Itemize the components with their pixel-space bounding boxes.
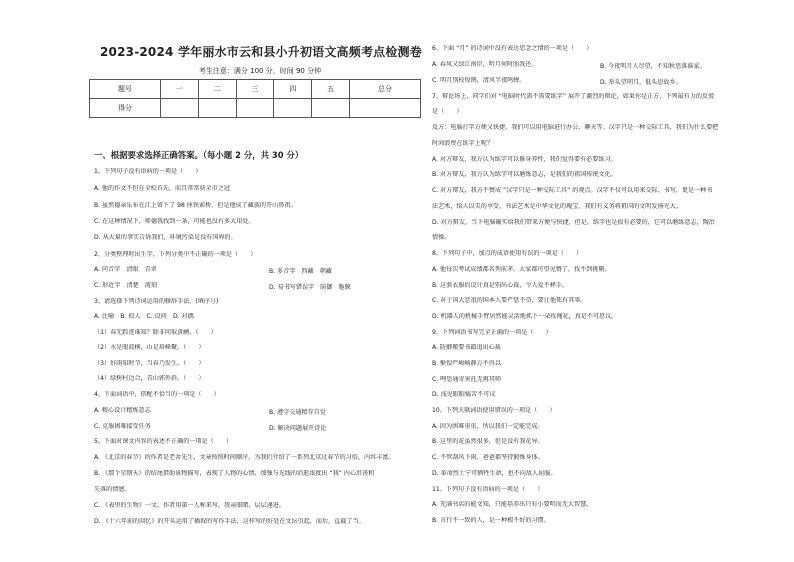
question-line: D. 浅见眼眼孀苦不可议 <box>432 391 496 398</box>
question-line: （3）好雨知时节，当春乃发生。（ ） <box>94 360 205 367</box>
question-line: A. 防御搬要书籍追出心裁 <box>432 344 501 351</box>
question-line: C. 对方辩友，我方不赞成 “汉字只是一种交际工具” 的观点。汉字不仅可以用来交际、书写，更是一种书 <box>432 187 713 194</box>
question-line: B. 言行不一致的人，是一种根不好的习惯。 <box>432 517 550 524</box>
question-line: B. 这套衣服的设计真是别出心裁，令人爱不释手。 <box>432 282 569 289</box>
question-line: D. 从大量的事实告诉我们，环境污染是没有国界的。 <box>94 234 237 241</box>
question-line: D. 对方辩友，当下电脑确实给我们带来方便与快捷，但是，练字也是很有必要的，它可以磨练意志，陶冶 <box>432 219 715 226</box>
question-line: A. 同音字 清眼 青翠 <box>94 266 157 273</box>
question-line: 是（ ） <box>432 108 463 115</box>
question-line: A. 对方辩友，我方认为练字可以修身养性，我们觉得要有必要练习。 <box>432 156 617 163</box>
score-header-cell: 四 <box>274 80 312 99</box>
score-header-cell: 一 <box>160 80 198 99</box>
score-header-cell: 题号 <box>90 80 161 99</box>
answer-option: B. 多音字 西藏 朝藏 <box>269 268 332 275</box>
question-line: A. 因为困难重重，所以我们一定能完成。 <box>432 423 544 430</box>
exam-notice: 考生注意：满分 100 分，时间 90 分钟 <box>198 67 322 75</box>
score-header-cell: 总分 <box>350 80 421 99</box>
question-line: 法艺术，给人以美的享受。书法艺术是中华文化的瑰宝，我们有义务将祖国的文明发扬光大。 <box>432 203 682 210</box>
question-line: A. 精心设计精炼意志 <box>94 407 151 414</box>
page-title: 2023-2024 学年丽水市云和县小升初语文高频考点检测卷 <box>100 45 422 59</box>
question-line: 反方：电脑打字方便又快捷。我们可以用电脑进行办公、聊天等。汉字只是一种交际工具，我们为什么要把 <box>432 124 719 131</box>
right-column-questions <box>432 0 772 562</box>
answer-option: B. 遵守交通精存自觉 <box>269 409 326 416</box>
question-line: 11、下列句子没有语病的一项是（ ） <box>432 486 544 493</box>
question-line: B. 惭惶严峻崎静万不得以 <box>432 360 501 367</box>
question-line: 2、分类整理时出生字，下列分类中不正确的一项是（ ） <box>94 251 257 258</box>
question-line: D. 革命烈士宁可牺牲生命，也不向敌人屈服。 <box>432 470 557 477</box>
question-line: 1、下列句子没有语病的一项是（ ） <box>94 168 202 175</box>
question-line: A. 他的作文不但在全校首先，而且常常获全市之冠 <box>94 185 230 192</box>
question-line: B. 对方辩友，我方认为练字可以磨炼意志，是我们的祖国传统文化。 <box>432 171 617 178</box>
question-line: （2）水是眼波横，山是眉峰聚。（ ） <box>94 344 205 351</box>
question-line: D. 《十六年前的回忆》的开头运用了插叙的写作手法，这样写的好处在文坛引起，而后，直截了当。 <box>94 518 365 525</box>
question-line: B. 这里的花虽然很多，但是没有我花异。 <box>432 438 544 445</box>
question-line: 7、辩论场上，同学们对 “电脑时代需不需要练字” 展开了激烈的辩论，如果你是正方，下列最有力的反驳 <box>432 93 715 100</box>
question-line: 情操。 <box>432 234 451 241</box>
question-line: C. 《表里的生物》一文，作者用第一人称来写，我亲眼睹，层层递进。 <box>94 502 285 509</box>
question-line: A. 比喻 B. 拟人 C. 设问 D. 对偶 <box>94 313 194 320</box>
question-line: C. 克服困难接受任务 <box>94 423 151 430</box>
answer-option: D. 举头望明月，低头思故乡。 <box>600 79 682 86</box>
question-line: C. 对于国大恶很的国本人要严惩不贷，要让他死有其辜。 <box>432 297 587 304</box>
question-line: 4、下面词语中，搭配不恰当的一项是（ ） <box>94 391 220 398</box>
question-line: 10、下列关联词语使用错误的一项是（ ） <box>432 407 556 414</box>
question-line: A. 春风又绿江南岸，明月何时照我还。 <box>432 61 538 68</box>
score-header-cell: 三 <box>236 80 274 99</box>
question-line: B. 《那个星期天》的结尾借助景物描写，表现了人物的心情，加强与光线的消逝浓度出 “我” 内心沮丧和 <box>94 470 375 477</box>
question-line: 9、下列词语书写完全正确的一项是（ ） <box>432 329 552 336</box>
question-line: C. 在这种情况下，师德我找到一条，可能也没有多大用处。 <box>94 218 255 225</box>
question-line: 5、下面对课文内容的表述不正确的一项是（ ） <box>94 438 232 445</box>
question-line: C. 形近字 清楚 流刻 <box>94 282 157 289</box>
question-line: D. 机器人的机械手臂居然能灵活地抓下一朵玫瑰花，真是不可思议。 <box>432 313 618 320</box>
question-line: （4）绿树村边合，青山郭外斜。（ ） <box>94 375 205 382</box>
question-line: A. 《北京的春节》的作者是老舍先生，文章按照时间顺序，为我们介绍了一系列北京过春节的习俗，内容丰富。 <box>94 454 395 461</box>
score-row-label: 得分 <box>90 99 161 118</box>
left-column-questions <box>94 0 424 562</box>
question-line: 6、下面 “月” 的诗词中没有表达思念之情的一项是（ ） <box>432 45 593 52</box>
section-heading: 一、根据要求选择正确答案。（每小题 2 分，共 30 分） <box>94 150 304 160</box>
question-line: C. 哩恐通寄害托无再其师 <box>432 376 502 383</box>
answer-option: D. 易书写错误字 防御 脆膜 <box>269 284 351 291</box>
question-line: A. 他每次考试成绩都名列前茅，大家都可望见赞了，找不到挑剔。 <box>432 266 611 273</box>
question-line: 失落的情感。 <box>94 486 131 493</box>
question-line: B. 虽然德亲乐布在江上留下了 98 座铁索桥，但是他成了藏族的开山鼻祖。 <box>94 202 297 209</box>
question-line: （1）春无踪迹谁知？除非问取黄鹂。（ ） <box>94 329 217 336</box>
question-line: 时间浪费在练字上呢？ <box>432 140 493 147</box>
question-line: 8、下列句子中，加点的成语使用有误的一项是（ ） <box>432 250 583 257</box>
answer-option: D. 解决问题展开诗论 <box>269 425 327 432</box>
score-header-cell: 二 <box>198 80 236 99</box>
score-header-cell: 五 <box>312 80 350 99</box>
question-line: C. 明月别枝惊鹊，清风半夜鸣蝉。 <box>432 77 526 84</box>
question-line: C. 不管刮风下雨，爸爸都坚持锻炼身体。 <box>432 454 544 461</box>
question-line: 3、请选择下列诗词运用的修辞手法。(填序号) <box>94 298 219 305</box>
question-line: A. 充满书店的能文知，只能培养出只有小要明而无大智慧。 <box>432 501 593 508</box>
answer-option: B. 今夜明月人尽望，不知秋思落谁家。 <box>600 63 706 70</box>
